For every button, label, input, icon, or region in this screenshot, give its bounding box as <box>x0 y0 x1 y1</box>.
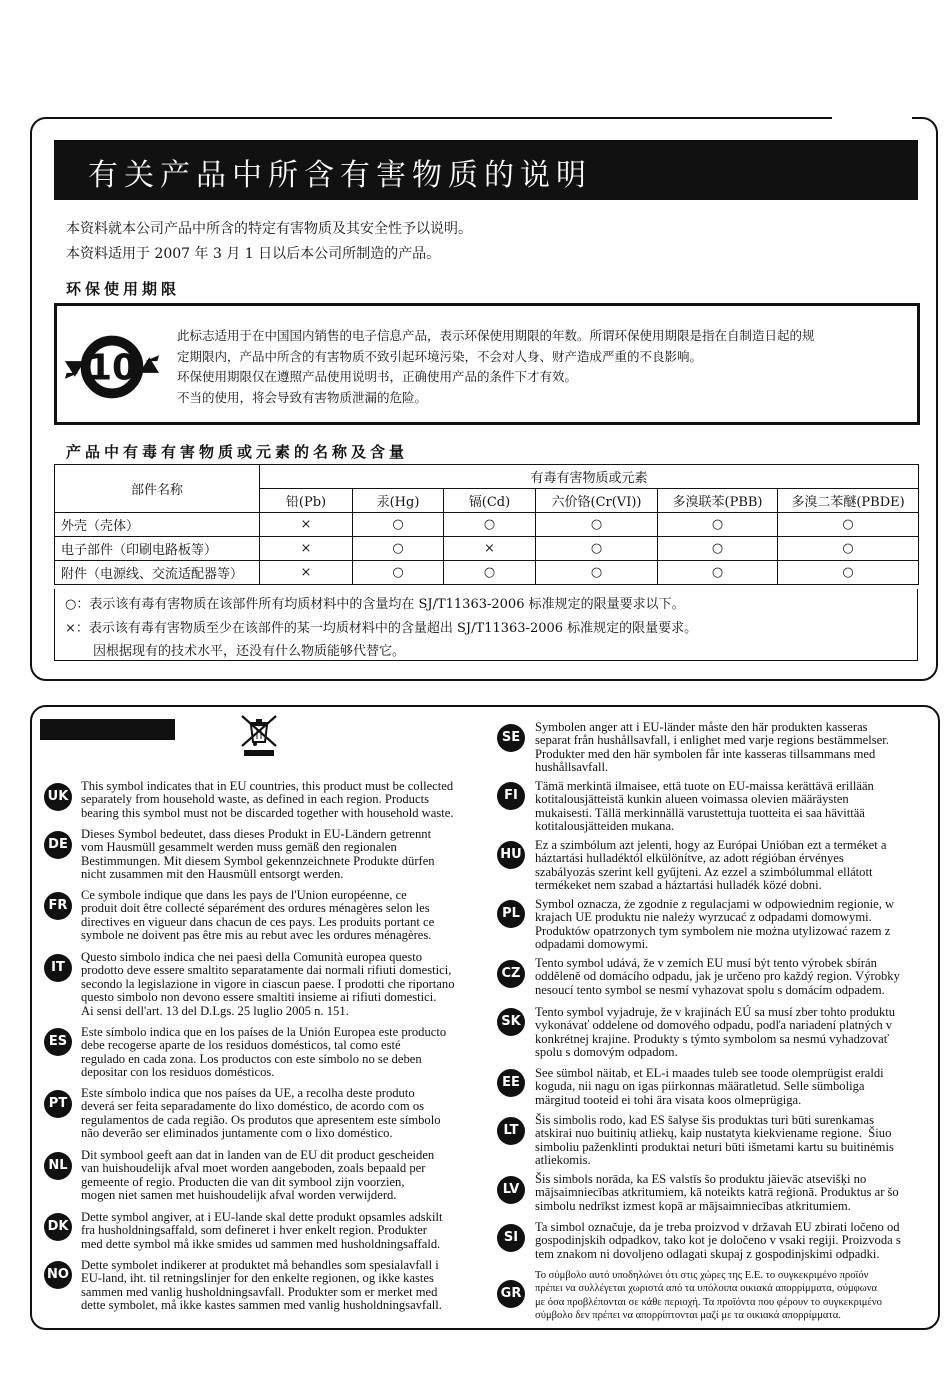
table-cell: × <box>260 513 353 537</box>
language-badge-se: SE <box>497 724 525 752</box>
language-badge-hu: HU <box>497 841 525 869</box>
table-cell: ○ <box>536 537 658 561</box>
weee-text-lv: Šis simbols norāda, ka ES valstīs šo produktu jāievāc atsevišķi no mājsaimniecības atkritumiem, kā noteikts katrā reģionā. Produktus ar šo simbolu nedrīkst izmest kopā ar mājsaimniecības atkritumiem. <box>535 1172 899 1213</box>
weee-text-se: Symbolen anger att i EU-länder måste den här produkten kasseras separat från hushållsavfall, i enlighet med varje regions bestämmelser. Produkter med den här symbolen får inte kasseras tillsammans med hushållsavfall. <box>535 720 889 775</box>
weee-text-pl: Symbol oznacza, że zgodnie z regulacjami w odpowiednim regionie, w krajach UE produktu nie należy wyrzucać z odpadami domowymi. Produktów opatrzonych tym symbolem nie można utylizować razem z odpadami domowymi. <box>535 897 895 952</box>
language-badge-pl: PL <box>497 900 525 928</box>
table-cell: ○ <box>658 513 778 537</box>
table-cell: ○ <box>353 561 444 585</box>
table-cell: ○ <box>778 513 919 537</box>
weee-text-de: Dieses Symbol bedeutet, dass dieses Produkt in EU-Ländern getrennt vom Hausmüll gesammelt werden muss gemäß den regionalen Bestimmungen. Mit diesem Symbol gekennzeichnete Produkte dürfen nicht zusammen mit den Hausmüll entsorgt werden. <box>81 827 435 882</box>
table-cell: ○ <box>536 513 658 537</box>
table-cell: ○ <box>658 537 778 561</box>
language-badge-uk: UK <box>44 783 72 811</box>
language-badge-lv: LV <box>497 1176 525 1204</box>
table-cell: ○ <box>658 561 778 585</box>
part-name-cell: 外壳（壳体） <box>55 513 260 537</box>
table-cell: ○ <box>444 561 536 585</box>
note-line: ×：表示该有毒有害物质至少在该部件的某一均质材料中的含量超出 SJ/T11363-2006 标准规定的限量要求。 <box>65 621 698 636</box>
weee-text-hu: Ez a szimbólum azt jelenti, hogy az Európai Unióban ezt a terméket a háztartási hulladéktól elkülönítve, az adott régióban érvényes szabályozás szerint kell gyűjteni. Az ezzel a szimbólummal ellátott termékeket nem szabad a háztartási hulladék közé dobni. <box>535 838 887 893</box>
table-cell: ○ <box>353 513 444 537</box>
table-notes <box>54 589 918 661</box>
epup-text-line: 定期限内，产品中所含的有害物质不致引起环境污染，不会对人身、财产造成严重的不良影响。 <box>177 349 703 364</box>
weee-text-dk: Dette symbol angiver, at i EU-lande skal dette produkt opsamles adskilt fra husholdningsaffald, som defineret i hver enkelt region. Produkter med dette symbol må ikke smides ud sammen med husholdningsaffald. <box>81 1210 443 1251</box>
column-header: 六价铬(Cr(VI)) <box>536 489 658 513</box>
table-cell: ○ <box>778 561 919 585</box>
language-badge-it: IT <box>44 954 72 982</box>
table-cell: ○ <box>444 513 536 537</box>
table-heading: 产品中有毒有害物质或元素的名称及含量 <box>66 443 409 461</box>
language-badge-fr: FR <box>44 892 72 920</box>
epup-text-line: 环保使用期限仅在遵照产品使用说明书，正确使用产品的条件下才有效。 <box>177 369 578 384</box>
panel-border-gap <box>832 112 912 122</box>
column-header: 镉(Cd) <box>444 489 536 513</box>
epup-box <box>54 303 920 425</box>
table-cell: ○ <box>353 537 444 561</box>
language-badge-ee: EE <box>497 1069 525 1097</box>
page-title: 有关产品中所含有害物质的说明 <box>88 158 592 193</box>
language-badge-gr: GR <box>497 1280 525 1308</box>
language-badge-si: SI <box>497 1224 525 1252</box>
language-badge-lt: LT <box>497 1117 525 1145</box>
language-badge-no: NO <box>44 1261 72 1289</box>
column-header: 多溴联苯(PBB) <box>658 489 778 513</box>
language-badge-fi: FI <box>497 782 525 810</box>
hazardous-substances-table <box>54 464 919 585</box>
weee-text-uk: This symbol indicates that in EU countries, this product must be collected separately from household waste, as defined in each region. Products bearing this symbol must not be discarded together with household waste. <box>81 779 454 820</box>
part-name-cell: 附件（电源线、交流适配器等） <box>55 561 260 585</box>
table-cell: × <box>260 561 353 585</box>
language-badge-de: DE <box>44 831 72 859</box>
weee-text-cz: Tento symbol udává, že v zemích EU musí být tento výrobek sbírán odděleně od domácího odpadu, jak je určeno pro každý region. Výrobky nesoucí tento symbol se nesmí vyhazovat spolu s domácím odpadem. <box>535 956 900 997</box>
title-bar <box>54 140 918 200</box>
column-header: 铅(Pb) <box>260 489 353 513</box>
weee-text-ee: See sümbol näitab, et EL-i maades tuleb see toode olemprügist eraldi koguda, nii nagu on igas piirkonnas määratletud. Selle sümboliga märgitud tooteid ei tohi ära visata koos olmeprügiga. <box>535 1066 884 1107</box>
weee-text-it: Questo simbolo indica che nei paesi della Comunità europea questo prodotto deve essere smaltito separatamente dai normali rifiuti domestici, secondo la legislazione in vigore in ciascun paese. I prodotti che riportano questo simbolo non devono essere smaltiti insieme ai rifiuti domestici. Ai sensi dell'art. 13 del D.Lgs. 25 luglio 2005 n. 151. <box>81 950 455 1018</box>
column-header: 多溴二苯醚(PBDE) <box>778 489 919 513</box>
note-line: ○：表示该有毒有害物质在该部件所有均质材料中的含量均在 SJ/T11363-2006 标准规定的限量要求以下。 <box>65 597 685 612</box>
weee-text-no: Dette symbolet indikerer at produktet må behandles som spesialavfall i EU-land, iht. til retningslinjer for den enkelte regionen, og ikke kastes sammen med vanlig husholdningsavfall. Produkter som er merket med dette symbolet, må ikke kastes sammen med vanlig husholdningsavfall. <box>81 1258 442 1313</box>
table-row <box>55 537 919 561</box>
table-row <box>55 561 919 585</box>
black-label-bar <box>40 719 175 740</box>
note-line: 因根据现有的技术水平，还没有什么物质能够代替它。 <box>93 644 406 659</box>
table-cell: ○ <box>536 561 658 585</box>
epup-text-line: 不当的使用，将会导致有害物质泄漏的危险。 <box>177 390 428 405</box>
part-name-header: 部件名称 <box>55 465 260 513</box>
table-row <box>55 513 919 537</box>
column-header: 汞(Hg) <box>353 489 444 513</box>
table-cell: × <box>444 537 536 561</box>
language-badge-pt: PT <box>44 1090 72 1118</box>
language-badge-es: ES <box>44 1028 72 1056</box>
language-badge-cz: CZ <box>497 960 525 988</box>
weee-text-fr: Ce symbole indique que dans les pays de l'Union européenne, ce produit doit être collecté séparément des ordures ménagères selon les directives en vigueur dans chacun de ces pays. Les produits portant ce symbole ne doivent pas être mis au rebut avec les ordures ménagères. <box>81 888 435 943</box>
weee-text-nl: Dit symbool geeft aan dat in landen van de EU dit product gescheiden van huishoudelijk afval moet worden aangeboden, zoals bepaald per gemeente of regio. Producten die van dit symbool zijn voorzien, mogen niet samen met huishoudelijk afval worden verwijderd. <box>81 1148 435 1203</box>
part-name-cell: 电子部件（印刷电路板等） <box>55 537 260 561</box>
weee-text-es: Este símbolo indica que en los países de la Unión Europea este producto debe recogerse aparte de los residuos domésticos, tal como esté regulado en cada zona. Los productos con este símbolo no se deben depositar con los residuos domésticos. <box>81 1025 447 1080</box>
intro-line-2: 本资料适用于 2007 年 3 月 1 日以后本公司所制造的产品。 <box>66 246 441 262</box>
weee-text-si: Ta simbol označuje, da je treba proizvod v državah EU zbirati ločeno od gospodinjskih odpadkov, tako kot je določeno v vsaki regiji. Proizvoda s tem znakom ni dovoljeno odlagati skupaj z gospodinjskimi odpadki. <box>535 1220 901 1261</box>
crossed-out-wheelie-bin-icon <box>236 712 282 756</box>
epup-10-year-logo-icon <box>63 318 161 416</box>
weee-text-sk: Tento symbol vyjadruje, že v krajinách EÚ sa musí zber tohto produktu vykonávať oddelene od domového odpadu, podľa nariadení platných v konkrétnej krajine. Produkty s týmto symbolom sa nesmú vyhadzovať spolu s domovým odpadom. <box>535 1005 896 1060</box>
substances-group-header: 有毒有害物质或元素 <box>260 465 919 489</box>
weee-text-lt: Šis simbolis rodo, kad ES šalyse šis produktas turi būti surenkamas atskirai nuo buitinių atliekų, kaip nustatyta kiekviename regione. Šiuo simboliu paženklinti produktai neturi būti išmetami kartu su buitinėmis atliekomis. <box>535 1113 894 1168</box>
language-badge-nl: NL <box>44 1152 72 1180</box>
epup-logo-number: 10 <box>87 347 137 389</box>
intro-line-1: 本资料就本公司产品中所含的特定有害物质及其安全性予以说明。 <box>66 221 472 237</box>
language-badge-dk: DK <box>44 1213 72 1241</box>
epup-heading: 环保使用期限 <box>66 280 181 298</box>
table-cell: × <box>260 537 353 561</box>
weee-text-pt: Este símbolo indica que nos países da UE, a recolha deste produto deverá ser feita separadamente do lixo doméstico, de acordo com os regulamentos de cada região. Os produtos que apresentem este símbolo não deverão ser eliminados juntamente com o lixo doméstico. <box>81 1086 441 1141</box>
weee-text-fi: Tämä merkintä ilmaisee, että tuote on EU-maissa kerättävä erillään kotitalousjätteistä kunkin alueen voimassa olevien määräysten mukaisesti. Tällä merkinnällä varustettuja tuotteita ei saa hävittää kotitalousjätteiden mukana. <box>535 779 874 834</box>
weee-text-gr: Το σύμβολο αυτό υποδηλώνει ότι στις χώρες της Ε.Ε. το συγκεκριμένο προϊόν πρέπει να συλλέγεται χωριστά από τα υπόλοιπα οικιακά απορρίμματα, σύμφωνα με όσα προβλέπονται σε κάθε περιοχή. Τα προϊόντα που φέρουν το συγκεκριμένο σύμβολο δεν πρέπει να απορρίπτονται μαζί με τα οικιακά απορρίμματα. <box>535 1270 882 1322</box>
table-cell: ○ <box>778 537 919 561</box>
epup-text-line: 此标志适用于在中国国内销售的电子信息产品，表示环保使用期限的年数。所谓环保使用期限是指在自制造日起的规 <box>177 328 815 343</box>
language-badge-sk: SK <box>497 1008 525 1036</box>
